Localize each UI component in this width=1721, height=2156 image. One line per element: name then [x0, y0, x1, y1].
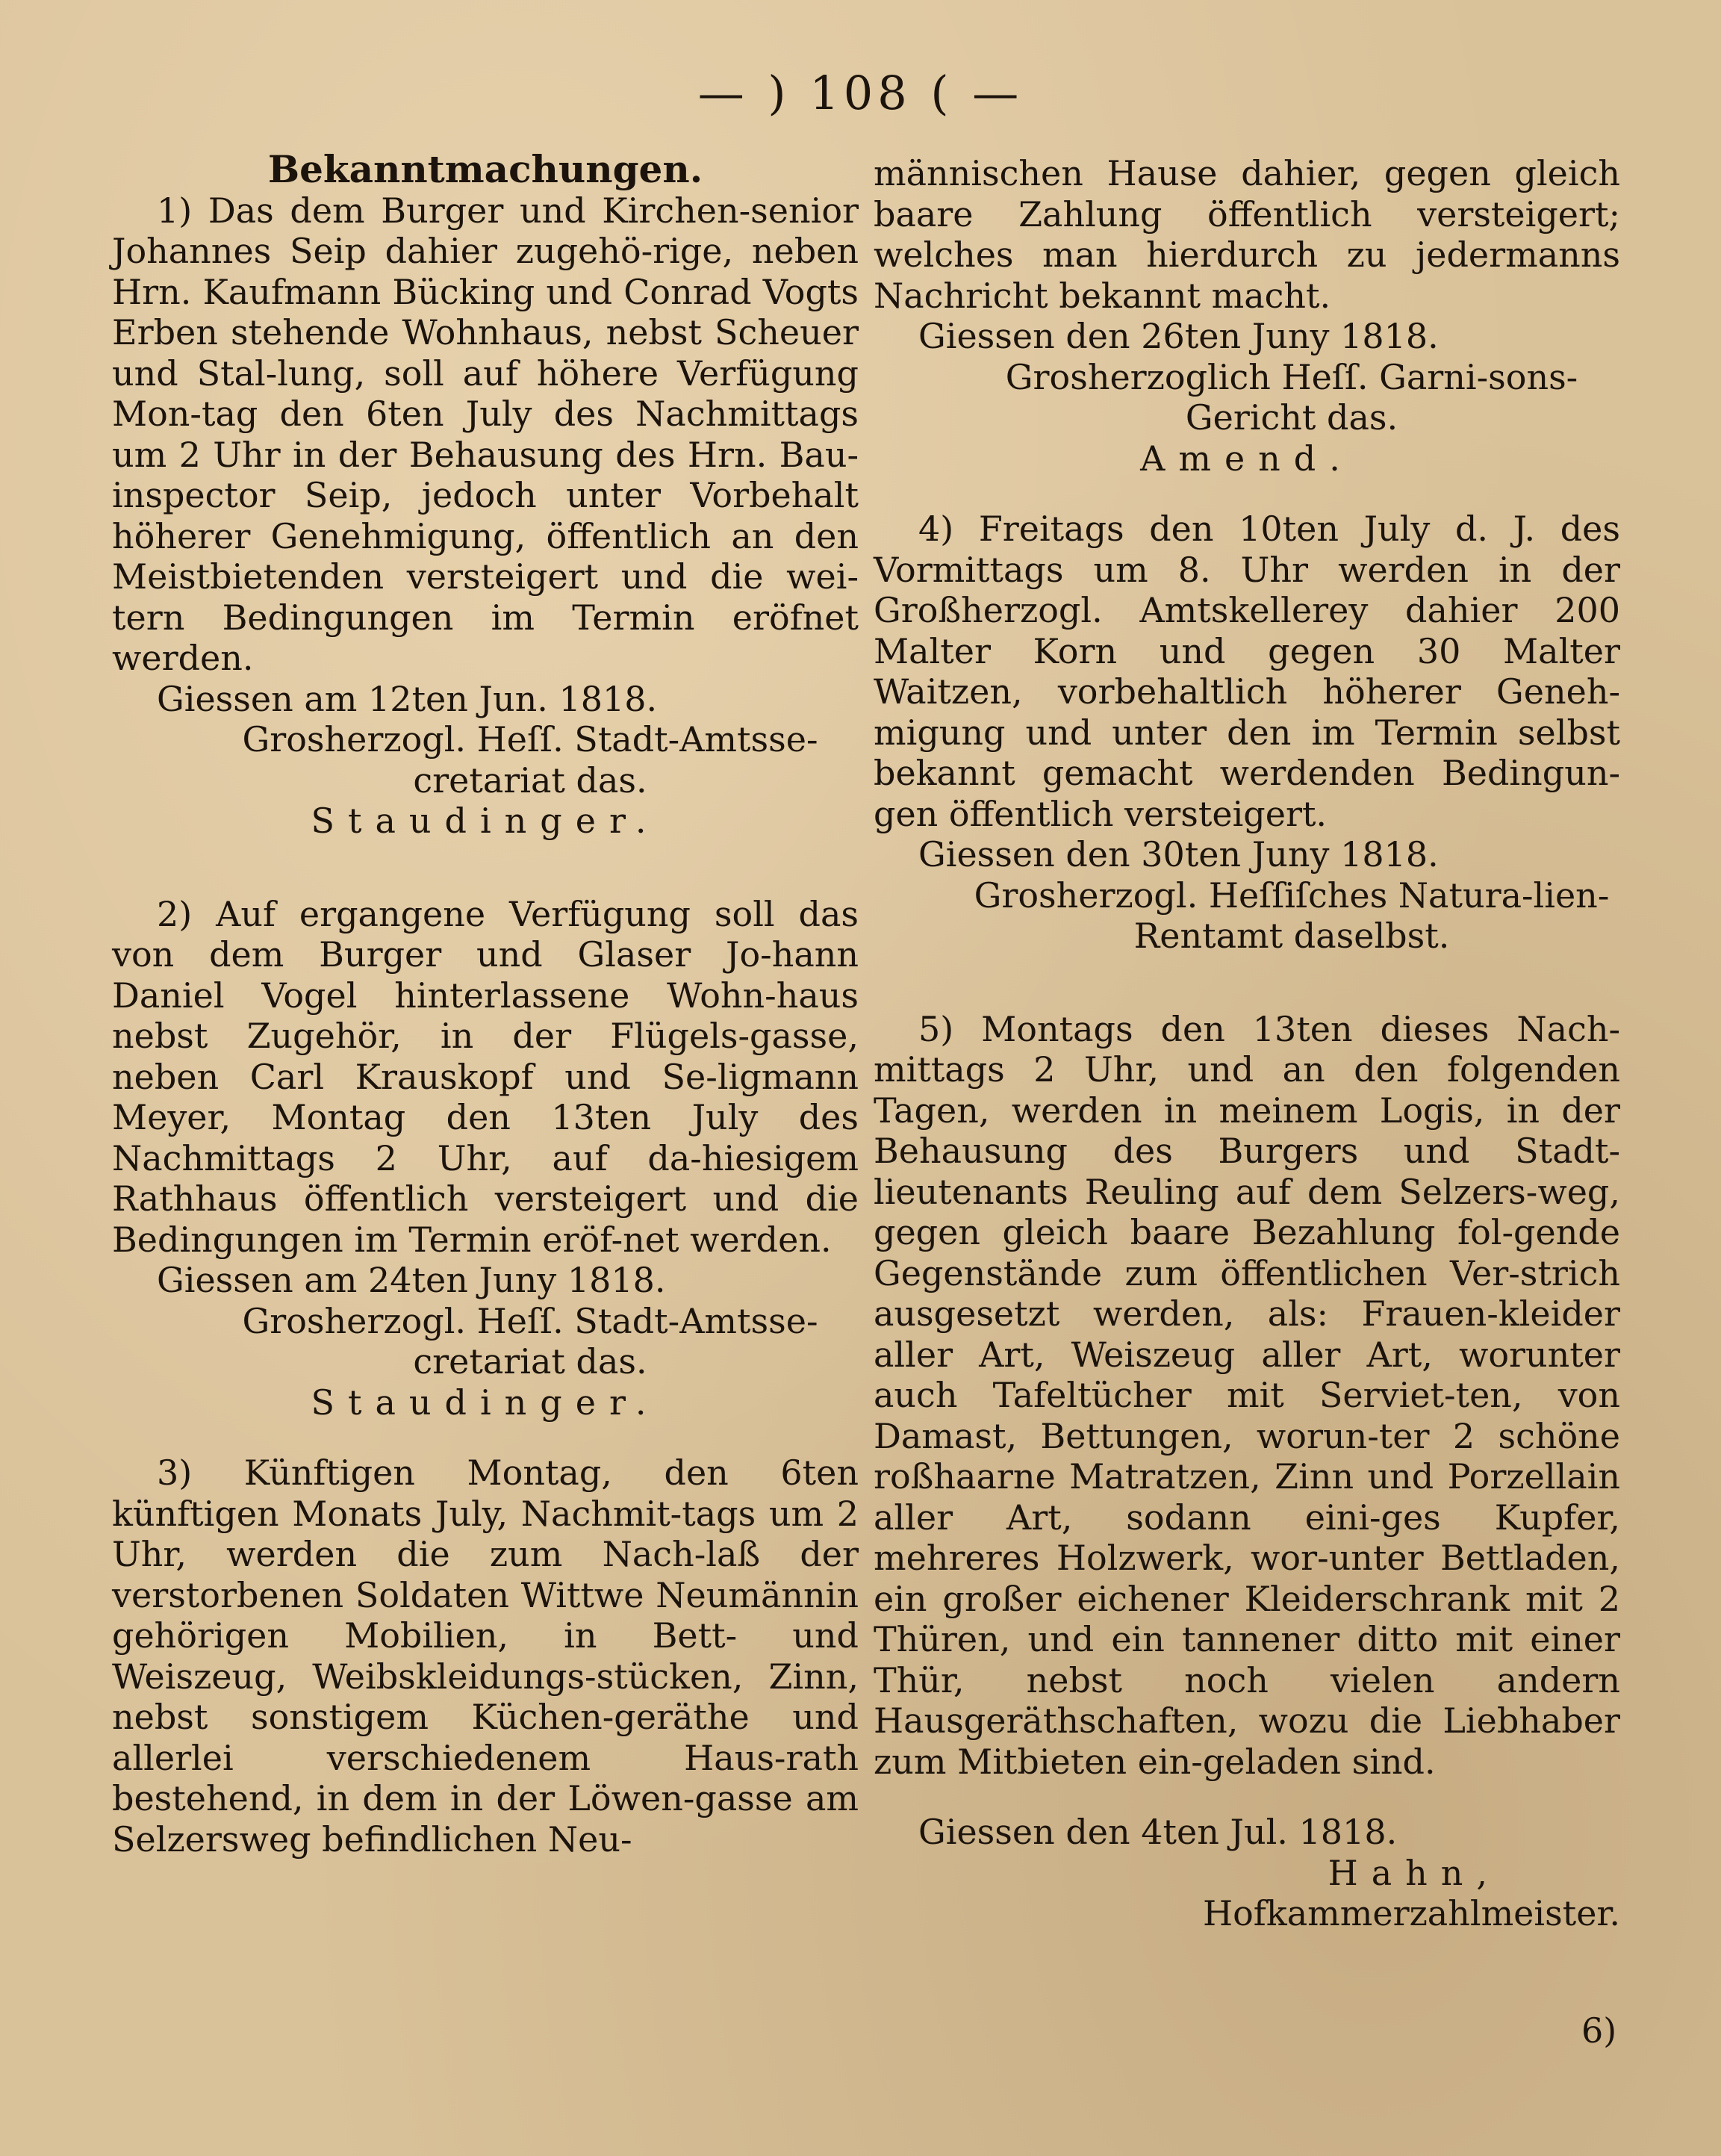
- notice-1-name: Staudinger.: [311, 801, 660, 841]
- right-column: [874, 153, 1620, 1934]
- notice-3-signatory: Grosherzoglich Heſſ. Garni-sons-Gericht das.: [1005, 356, 1578, 438]
- spacer: [112, 842, 859, 894]
- page-header: — ) 108 ( —: [697, 66, 1024, 120]
- notice-1-signatory: Grosherzogl. Heſſ. Stadt-Amtsse-cretariat das.: [242, 719, 818, 801]
- spacer: [874, 479, 1620, 509]
- catchword: 6): [1581, 2010, 1617, 2051]
- notice-1-date: Giessen am 12ten Jun. 1818.: [157, 678, 658, 719]
- notice-4-signatory: Grosherzogl. Heſſiſches Natura-lien-Rentamt daselbst.: [974, 874, 1610, 956]
- notice-2-signatory: Grosherzogl. Heſſ. Stadt-Amtsse-cretariat das.: [242, 1300, 818, 1382]
- notice-2-date: Giessen am 24ten Juny 1818.: [157, 1260, 666, 1300]
- spacer: [874, 1782, 1620, 1812]
- left-column: [112, 149, 859, 1860]
- notice-2-name: Staudinger.: [311, 1382, 660, 1423]
- notice-5-name: Hahn,: [1328, 1852, 1501, 1893]
- notice-5-text: 5) Montags den 13ten dieses Nach-mittags 2 Uhr, und an den folgenden Tagen, werden in meinem Logis, in der Behausung des Burgers und Stadt-lieutenants Reuling auf dem Selzers-weg, gegen gleich baare Bezahlung fol-gende Gegenstände zum öffentlichen Ver-strich ausgesetzt werden, als: Frauen-kleider aller Art, Weiszeug aller Art, worunter auch Tafeltücher mit Serviet-ten, von Damast, Bettungen, worun-ter 2 schöne roßhaarne Matratzen, Zinn und Porzellain aller Art, sodann eini-ges Kupfer, mehreres Holzwerk, wor-unter Bettladen, ein großer eichener Kleiderschrank mit 2 Thüren, und ein tannener ditto mit einer Thür, nebst noch vielen andern Hausgeräthschaften, wozu die Liebhaber zum Mitbieten ein-geladen sind.: [874, 1008, 1620, 1782]
- spacer: [112, 1423, 859, 1453]
- notice-3-name: Amend.: [1140, 438, 1354, 479]
- notice-1-text: 1) Das dem Burger und Kirchen-senior Johannes Seip dahier zugehö-rige, neben Hrn. Kaufmann Bücking und Conrad Vogts Erben stehende Wohnhaus, nebst Scheuer und Stal-lung, soll auf höhere Verfügung Mon-tag den 6ten July des Nachmittags um 2 Uhr in der Behausung des Hrn. Bau-inspector Seip, jedoch unter Vorbehalt höherer Genehmigung, öffentlich an den Meistbietenden versteigert und die wei-tern Bedingungen im Termin eröfnet werden.: [112, 190, 859, 678]
- notice-3-text: 3) Künftigen Montag, den 6ten künftigen Monats July, Nachmit-tags um 2 Uhr, werden die zum Nach-laß der verstorbenen Soldaten Wittwe Neumännin gehörigen Mobilien, in Bett- und Weiszeug, Weibskleidungs-stücken, Zinn, nebst sonstigem Küchen-geräthe und allerlei verschiedenem Haus-rath bestehend, in dem in der Löwen-gasse am Selzersweg befindlichen Neu-: [112, 1453, 859, 1860]
- notice-3-continued: männischen Hause dahier, gegen gleich baare Zahlung öffentlich versteigert; welches man hierdurch zu jedermanns Nachricht bekannt macht.: [874, 153, 1620, 316]
- notice-5-date: Giessen den 4ten Jul. 1818.: [918, 1812, 1398, 1852]
- section-heading: Bekanntmachungen.: [267, 147, 703, 191]
- notice-4-text: 4) Freitags den 10ten July d. J. des Vormittags um 8. Uhr werden in der Großherzogl. Amtskellerey dahier 200 Malter Korn und gegen 30 Malter Waitzen, vorbehaltlich höherer Geneh-migung und unter den im Termin selbst bekannt gemacht werdenden Bedingun-gen öffentlich versteigert.: [874, 509, 1620, 834]
- notice-4-date: Giessen den 30ten Juny 1818.: [918, 834, 1439, 874]
- notice-2-text: 2) Auf ergangene Verfügung soll das von dem Burger und Glaser Jo-hann Daniel Vogel hinterlassene Wohn-haus nebst Zugehör, in der Flügels-gasse, neben Carl Krauskopf und Se-ligmann Meyer, Montag den 13ten July des Nachmittags 2 Uhr, auf da-hiesigem Rathhaus öffentlich versteigert und die Bedingungen im Termin eröf-net werden.: [112, 893, 859, 1260]
- notice-3-date: Giessen den 26ten Juny 1818.: [918, 316, 1439, 356]
- notice-5-title: Hofkammerzahlmeister.: [1202, 1893, 1620, 1933]
- spacer: [874, 957, 1620, 1009]
